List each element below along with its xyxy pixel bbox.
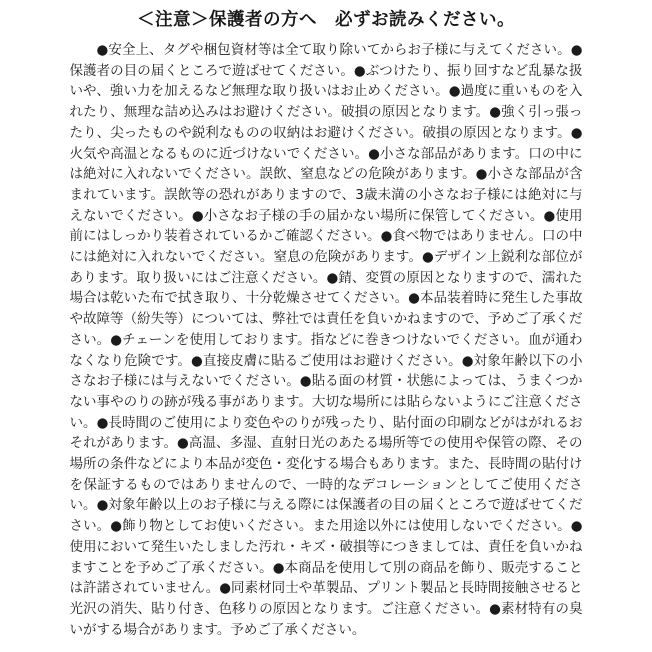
notice-body-text: ●安全上、タグや梱包資材等は全て取り除いてからお子様に与えてください。●保護者の目の届くところで遊ばせてください。●ぶつけたり、振り回すなど乱暴な扱いや、強い力を加えるなど無理な取り扱いはお止めください。●過度に重いものを入れたり、無理な詰め込みはお避けください。破損の原因となります。●強く引っ張ったり、尖ったものや鋭利なものの収納はお避けください。破損の原因となります。●火気や高温となるものに近づけないでください。●小さな部品があります。口の中には絶対に入れないでください。誤飲、窒息などの危険があります。●小さな部品が含まれています。誤飲等の恐れがありますので、3歳未満の小さなお子様には絶対に与えないでください。●小さなお子様の手の届かない場所に保管してください。●使用前にはしっかり装着されているかご確認ください。●食べ物ではありません。口の中には絶対に入れないでください。窒息の危険があります。●デザイン上鋭利な部位があります。取り扱いにはご注意ください。●錆、変質の原因となりますので、濡れた場合は乾いた布で拭き取り、十分乾燥させてください。●本品装着時に発生した事故や故障等（紛失等）については、弊社では責任を負いかねますので、予めご了承ください。●チェーンを使用しております。指などに巻きつけないでください。血が通わなくなり危険です。●直接皮膚に貼るご使用はお避けください。●対象年齢以下の小さなお子様には与えないでください。●貼る面の材質・状態によっては、うまくつかない事やのりの跡が残る事があります。大切な場所には貼らないようにご注意ください。●長時間のご使用により変色やのりが残ったり、貼付面の印刷などがはがれるおそれがあります。●高温、多湿、直射日光のあたる場所等での使用や保管の際、その場所の条件などにより本品が変色・変化する場合もあります。また、長時間の貼付けを保証するものではありませんので、一時的なデコレーションとしてご使用ください。●対象年齢以上のお子様に与える際には保護者の目の届くところで遊ばせてください。●飾り物としてお使いください。また用途以外には使用しないでください。●使用において発生いたしました汚れ・キズ・破損等につきましては、責任を負いかねますことを予めご了承ください。●本商品を使用して別の商品を飾り、販売することは許諾されていません。●同素材同士や革製品、プリント製品と長時間接触させると光沢の消失、貼り付き、色移りの原因となります。ご注意ください。●素材特有の臭いがする場合があります。予めご了承ください。 [69,42,583,638]
notice-title: ＜注意＞保護者の方へ 必ずお読みください。 [137,10,515,30]
